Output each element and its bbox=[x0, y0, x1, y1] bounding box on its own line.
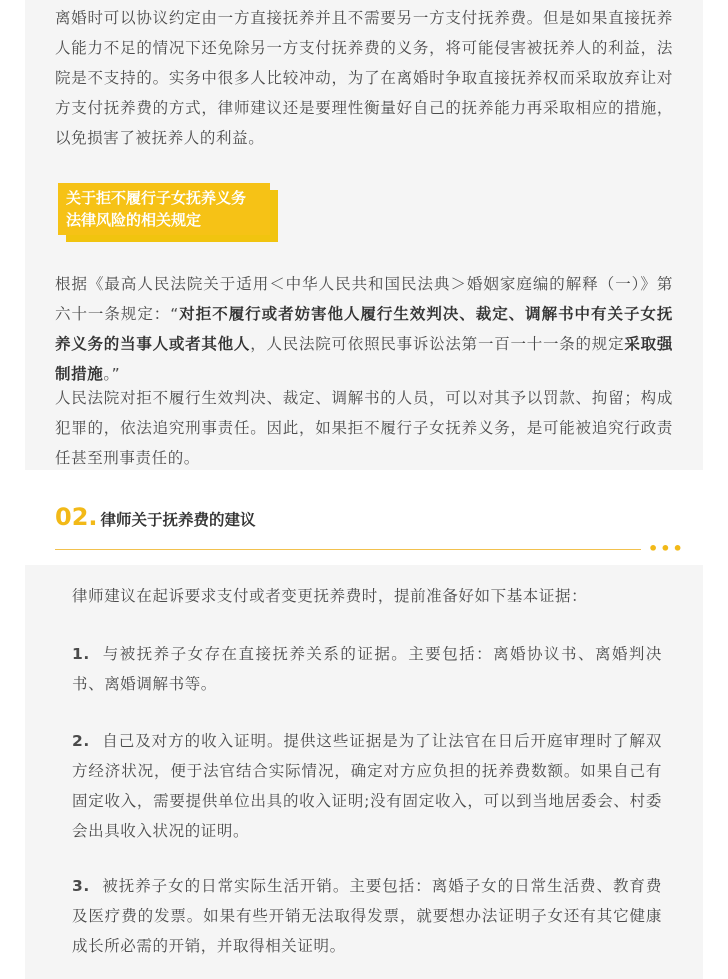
section-divider bbox=[55, 549, 641, 550]
tag-line-1: 关于拒不履行子女抚养义务 bbox=[66, 189, 247, 207]
tag-line-2: 法律风险的相关规定 bbox=[66, 211, 202, 229]
law-paragraph bbox=[55, 269, 673, 389]
list-item bbox=[72, 726, 662, 846]
item-text: 自己及对方的收入证明。提供这些证据是为了让法官在日后开庭审理时了解双方经济状况，便于法官结合实际情况，确定对方应负担的抚养费数额。如果自己有固定收入，需要提供单位出具的收入证明;没有固定收入，可以到当地居委会、村委会出具收入状况的证明。 bbox=[72, 732, 662, 840]
item-number: 2. bbox=[72, 732, 90, 750]
section-heading bbox=[55, 503, 256, 531]
item-number: 1. bbox=[72, 645, 90, 663]
dots-icon: ••• bbox=[648, 539, 685, 558]
list-item bbox=[72, 639, 662, 699]
section-title: 律师关于抚养费的建议 bbox=[100, 511, 256, 529]
item-text: 被抚养子女的日常实际生活开销。主要包括：离婚子女的日常生活费、教育费及医疗费的发票。如果有些开销无法取得发票，就要想办法证明子女还有其它健康成长所必需的开销，并取得相关证明。 bbox=[72, 877, 662, 955]
penalty-paragraph: 人民法院对拒不履行生效判决、裁定、调解书的人员，可以对其予以罚款、拘留；构成犯罪的，依法追究刑事责任。因此，如果拒不履行子女抚养义务，是可能被追究行政责任甚至刑事责任的。 bbox=[55, 389, 673, 467]
intro-paragraph: 离婚时可以协议约定由一方直接抚养并且不需要另一方支付抚养费。但是如果直接抚养人能力不足的情况下还免除另一方支付抚养费的义务，将可能侵害被抚养人的利益，法院是不支持的。实务中很多人比较冲动，为了在离婚时争取直接抚养权而采取放弃让对方支付抚养费的方式，律师建议还是要理性衡量好自己的抚养能力再采取相应的措施，以免损害了被抚养人的利益。 bbox=[55, 9, 673, 147]
advice-intro: 律师建议在起诉要求支付或者变更抚养费时，提前准备好如下基本证据： bbox=[72, 587, 588, 605]
law-suffix: 。” bbox=[103, 365, 121, 383]
law-bold-1: 对拒不履行或者妨害他人履行生效判决、裁定、调解书中有关子女抚养义务的当事人或者其他人 bbox=[55, 305, 673, 353]
list-item bbox=[72, 871, 662, 961]
section-number: 02. bbox=[55, 503, 98, 531]
law-middle: ，人民法院可依照民事诉讼法第一百一十一条的规定 bbox=[250, 335, 625, 353]
item-text: 与被抚养子女存在直接抚养关系的证据。主要包括：离婚协议书、离婚判决书、离婚调解书等。 bbox=[72, 645, 662, 693]
item-number: 3. bbox=[72, 877, 90, 895]
law-prefix: 根据《最高人民法院关于适用＜中华人民共和国民法典＞婚姻家庭编的解释（一）》第六十一条规定：“ bbox=[55, 275, 673, 323]
law-bold-2: 采取强制措施 bbox=[55, 335, 673, 383]
section-tag bbox=[58, 183, 270, 235]
